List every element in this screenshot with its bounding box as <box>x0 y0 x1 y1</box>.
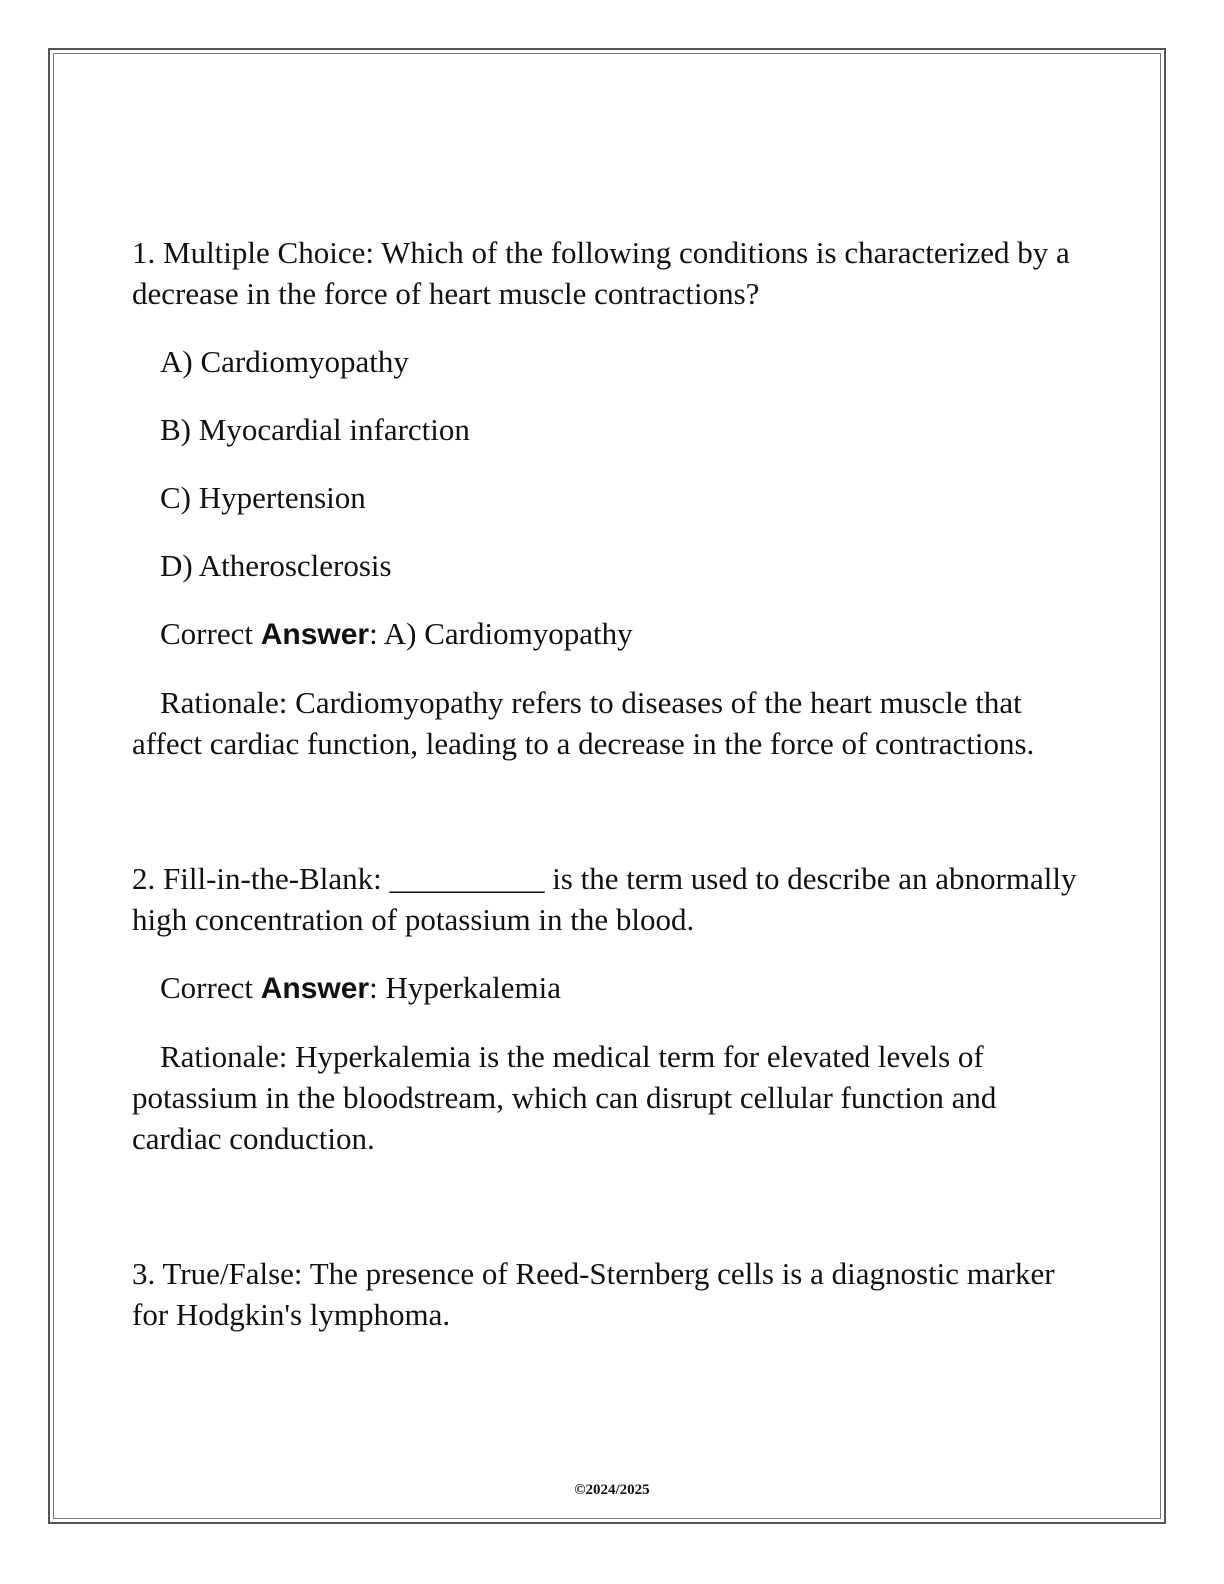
question-2-rationale: Rationale: Hyperkalemia is the medical term for elevated levels of potassium in the bloodstream, which can disrupt cellular function and cardiac conduction. <box>132 1039 997 1156</box>
answer-word: Answer <box>260 972 370 1005</box>
answer-prefix: Correct <box>160 616 261 651</box>
question-1-option-a: A) Cardiomyopathy <box>160 344 409 379</box>
question-1-correct-answer <box>132 613 1092 655</box>
question-3-text: 3. True/False: The presence of Reed-Sternberg cells is a diagnostic marker for Hodgkin's lymphoma. <box>132 1256 1055 1332</box>
document-body <box>132 232 1092 1335</box>
question-2-text: 2. Fill-in-the-Blank: __________ is the term used to describe an abnormally high concentration of potassium in the blood. <box>132 861 1077 937</box>
answer-value: : A) Cardiomyopathy <box>369 616 633 651</box>
question-1-option-c: C) Hypertension <box>160 480 366 515</box>
copyright-footer: ©2024/2025 <box>574 1482 650 1498</box>
question-1-rationale: Rationale: Cardiomyopathy refers to diseases of the heart muscle that affect cardiac function, leading to a decrease in the force of contractions. <box>132 685 1035 761</box>
answer-value: : Hyperkalemia <box>369 970 562 1005</box>
question-1-option-d: D) Atherosclerosis <box>160 548 392 583</box>
answer-prefix: Correct <box>160 970 261 1005</box>
question-1-text: 1. Multiple Choice: Which of the following conditions is characterized by a decrease in the force of heart muscle contractions? <box>132 235 1070 311</box>
question-1-option-b: B) Myocardial infarction <box>160 412 470 447</box>
question-2-correct-answer <box>132 967 1092 1009</box>
answer-word: Answer <box>260 618 370 651</box>
